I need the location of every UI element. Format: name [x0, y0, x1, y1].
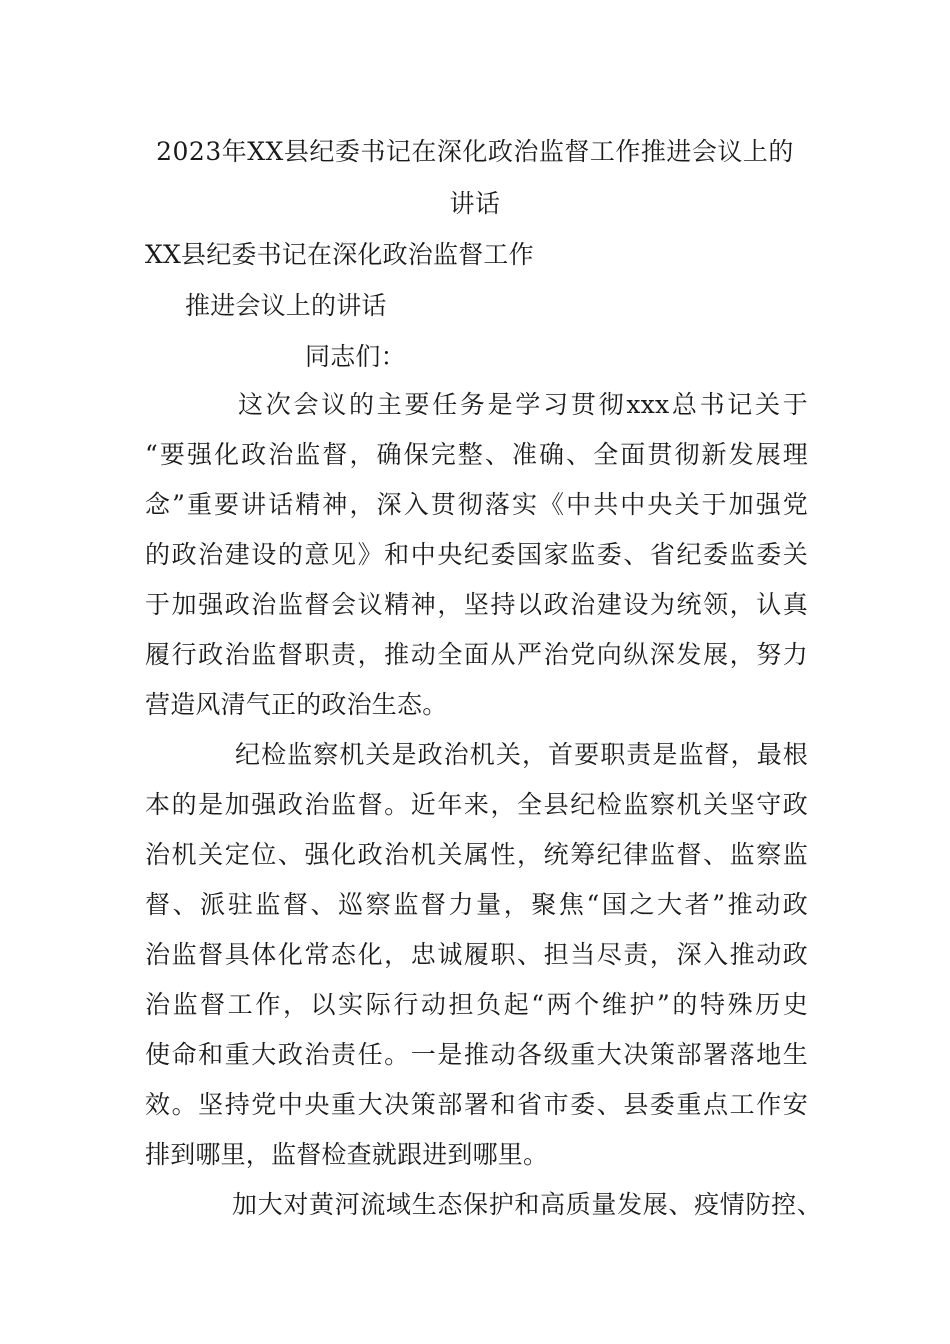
paragraph-1-line: “要强化政治监督，确保完整、准确、全面贯彻新发展理: [145, 440, 808, 469]
paragraph-1-line: 于加强政治监督会议精神，坚持以政治建设为统领，认真: [145, 590, 808, 619]
paragraph-2-line: 使命和重大政治责任。一是推动各级重大决策部署落地生: [145, 1040, 808, 1069]
paragraph-1-line: 念”重要讲话精神，深入贯彻落实《中共中央关于加强党: [145, 490, 808, 519]
paragraph-2-line: 治监督具体化常态化，忠诚履职、担当尽责，深入推动政: [145, 940, 808, 969]
paragraph-1-line: 这次会议的主要任务是学习贯彻xxx总书记关于: [238, 390, 808, 419]
greeting: 同志们：: [305, 342, 406, 371]
paragraph-1-line: 营造风清气正的政治生态。: [145, 690, 448, 719]
paragraph-1-line: 的政治建设的意见》和中央纪委国家监委、省纪委监委关: [145, 540, 808, 569]
paragraph-2-line: 效。坚持党中央重大决策部署和省市委、县委重点工作安: [145, 1090, 808, 1119]
paragraph-2-line: 排到哪里，监督检查就跟进到哪里。: [145, 1140, 549, 1169]
paragraph-2-line: 本的是加强政治监督。近年来，全县纪检监察机关坚守政: [145, 790, 808, 819]
document-title-line-1: 2023年XX县纪委书记在深化政治监督工作推进会议上的: [156, 137, 794, 166]
paragraph-2-line: 治监督工作，以实际行动担负起“两个维护”的特殊历史: [145, 990, 808, 1019]
document-title-line-2: 讲话: [449, 189, 501, 218]
subtitle-line-1: XX县纪委书记在深化政治监督工作: [145, 240, 534, 269]
paragraph-3-line: 加大对黄河流域生态保护和高质量发展、疫情防控、: [232, 1190, 822, 1219]
subtitle-line-2: 推进会议上的讲话: [185, 291, 387, 320]
paragraph-2-line: 纪检监察机关是政治机关，首要职责是监督，最根: [235, 740, 808, 769]
paragraph-2-line: 督、派驻监督、巡察监督力量，聚焦“国之大者”推动政: [145, 890, 808, 919]
paragraph-2-line: 治机关定位、强化政治机关属性，统筹纪律监督、监察监: [145, 840, 808, 869]
paragraph-1-line: 履行政治监督职责，推动全面从严治党向纵深发展，努力: [145, 640, 808, 669]
